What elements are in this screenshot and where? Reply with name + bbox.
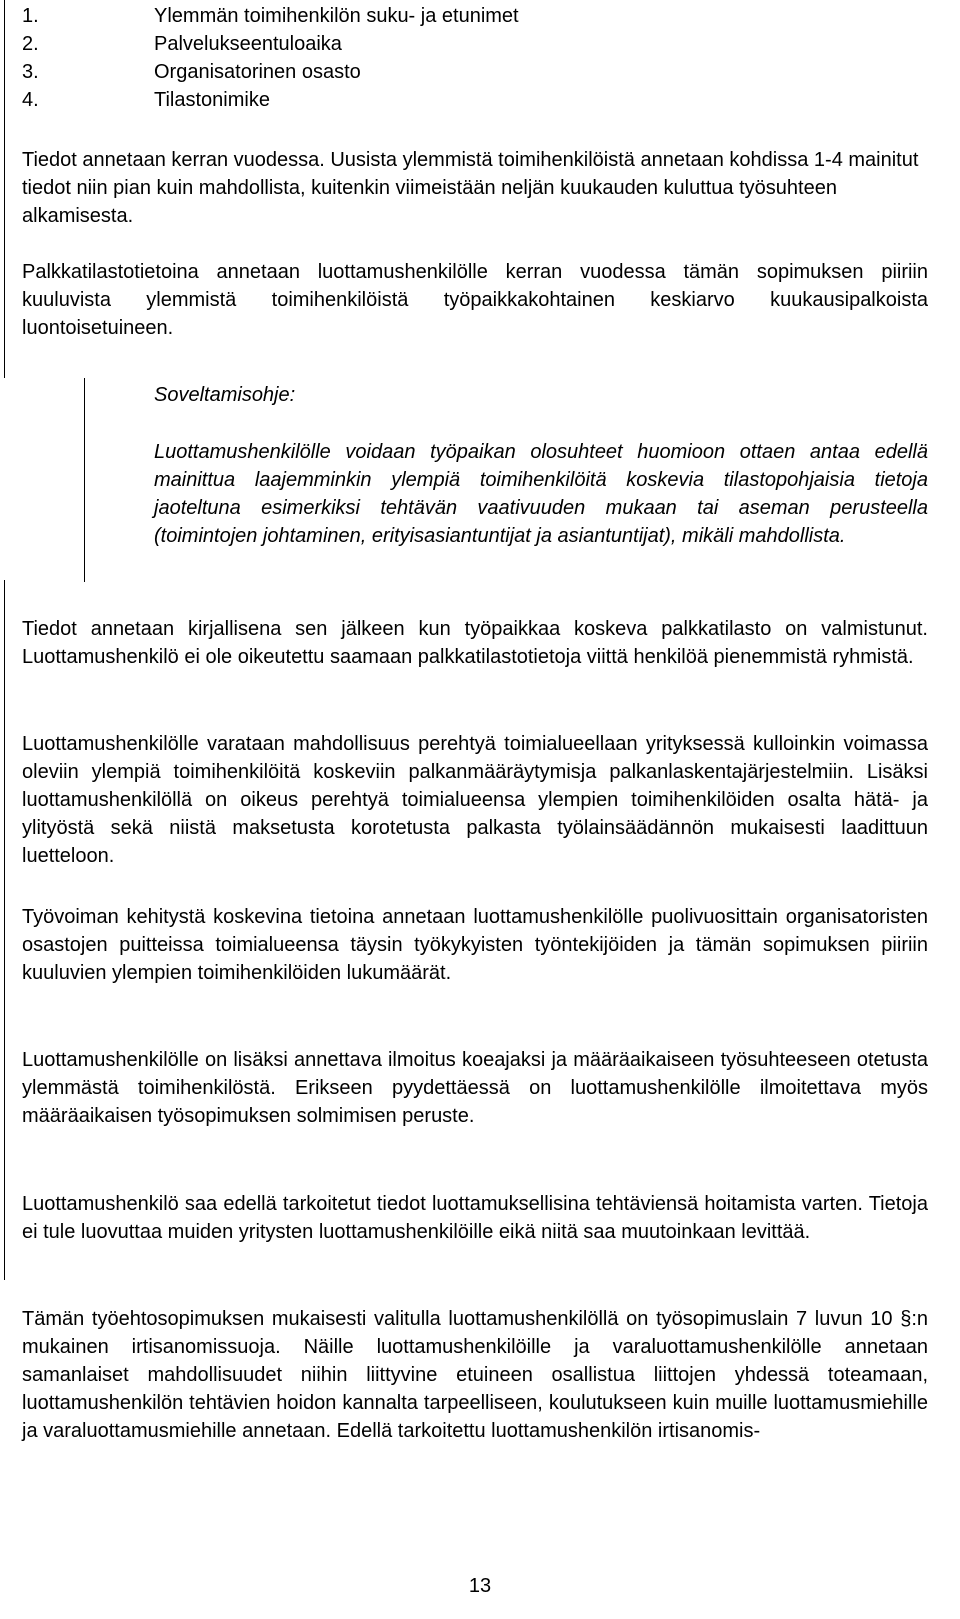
list-number: 2. (22, 33, 39, 55)
page-number: 13 (468, 1575, 492, 1597)
paragraph-confidentiality: Luottamushenkilö saa edellä tarkoitetut tiedot luottamuksellisina tehtäviensä hoitamista varten. Tietoja ei tule luovuttaa muiden yritysten luottamushenkilöille eikä niitä saa muutoinkaan levittää. (22, 1193, 928, 1243)
paragraph-pay-systems: Luottamushenkilölle varataan mahdollisuus perehtyä toimialueellaan yrityksessä kulloinkin voimassa oleviin ylempiä toimihenkilöitä koskeviin palkanmääräytymisja palkanlaskentajärjestelmiin. Lisäksi luottamushenkilöllä on oikeus perehtyä toimialueensa ylempien toimihenkilöiden osalta hätä- ja ylityöstä sekä niistä maksetusta korotetusta palkasta työlainsäädännön mukaisesti laadittuun luetteloon. (22, 733, 928, 867)
paragraph-salary-statistics: Palkkatilastotietoina annetaan luottamushenkilölle kerran vuodessa tämän sopimuksen piiriin kuuluvista ylemmistä toimihenkilöistä työpaikkakohtainen keskiarvo kuukausipalkoista luontoisetuineen. (22, 261, 928, 339)
list-text: Tilastonimike (154, 89, 270, 111)
list-item (22, 58, 361, 86)
list-number: 3. (22, 61, 39, 83)
list-text: Palvelukseentuloaika (154, 33, 342, 55)
guide-text: Luottamushenkilölle voidaan työpaikan olosuhteet huomioon ottaen antaa edellä mainittua laajemminkin ylempiä toimihenkilöitä koskevia tilastopohjaisia tietoja jaoteltuna esimerkiksi tehtävän vaativuuden mukaan tai aseman perusteella (toimintojen johtaminen, erityisasiantuntijat ja asiantuntijat), mikäli mahdollista. (154, 441, 928, 547)
list-item (22, 86, 270, 114)
change-bar-guide (84, 378, 85, 582)
paragraph-info-frequency: Tiedot annetaan kerran vuodessa. Uusista ylemmistä toimihenkilöistä annetaan kohdissa 1-4 mainitut tiedot niin pian kuin mahdollista, kuitenkin viimeistään neljän kuukauden kuluttua työsuhteen alkamisesta. (22, 149, 919, 227)
list-item (22, 2, 519, 30)
paragraph-probation-notice: Luottamushenkilölle on lisäksi annettava ilmoitus koeajaksi ja määräaikaiseen työsuhteeseen otetusta ylemmästä toimihenkilöstä. Erikseen pyydettäessä on luottamushenkilölle ilmoitettava myös määräaikaisen työsopimuksen solmimisen peruste. (22, 1049, 928, 1127)
paragraph-dismissal-protection: Tämän työehtosopimuksen mukaisesti valitulla luottamushenkilöllä on työsopimuslain 7 luvun 10 §:n mukainen irtisanomissuoja. Näille luottamushenkilöille ja varaluottamushenkilölle annetaan samanlaiset mahdollisuudet niihin liittyvine etuineen osallistua liittojen yhdessä toteamaan, luottamushenkilön tehtävien hoidon kannalta tarpeelliseen, koulutukseen kuin muille luottamusmiehille ja varaluottamusmiehille annetaan. Edellä tarkoitettu luottamushenkilön irtisanomis- (22, 1308, 928, 1442)
list-number: 4. (22, 89, 39, 111)
paragraph-written-delivery: Tiedot annetaan kirjallisena sen jälkeen kun työpaikkaa koskeva palkkatilasto on valmistunut. Luottamushenkilö ei ole oikeutettu saamaan palkkatilastotietoja viittä henkilöä pienemmistä ryhmistä. (22, 618, 928, 668)
guide-title: Soveltamisohje: (154, 384, 296, 406)
list-text: Organisatorinen osasto (154, 61, 361, 83)
list-text: Ylemmän toimihenkilön suku- ja etunimet (154, 5, 519, 27)
list-number: 1. (22, 5, 39, 27)
change-bar-top (4, 0, 5, 378)
paragraph-workforce: Työvoiman kehitystä koskevina tietoina annetaan luottamushenkilölle puolivuosittain organisatoristen osastojen puitteissa toimialueensa täysin työkykyisten työntekijöiden ja tämän sopimuksen piiriin kuuluvien ylempien toimihenkilöiden lukumäärät. (22, 906, 928, 984)
change-bar-bottom (4, 580, 5, 1280)
list-item (22, 30, 342, 58)
